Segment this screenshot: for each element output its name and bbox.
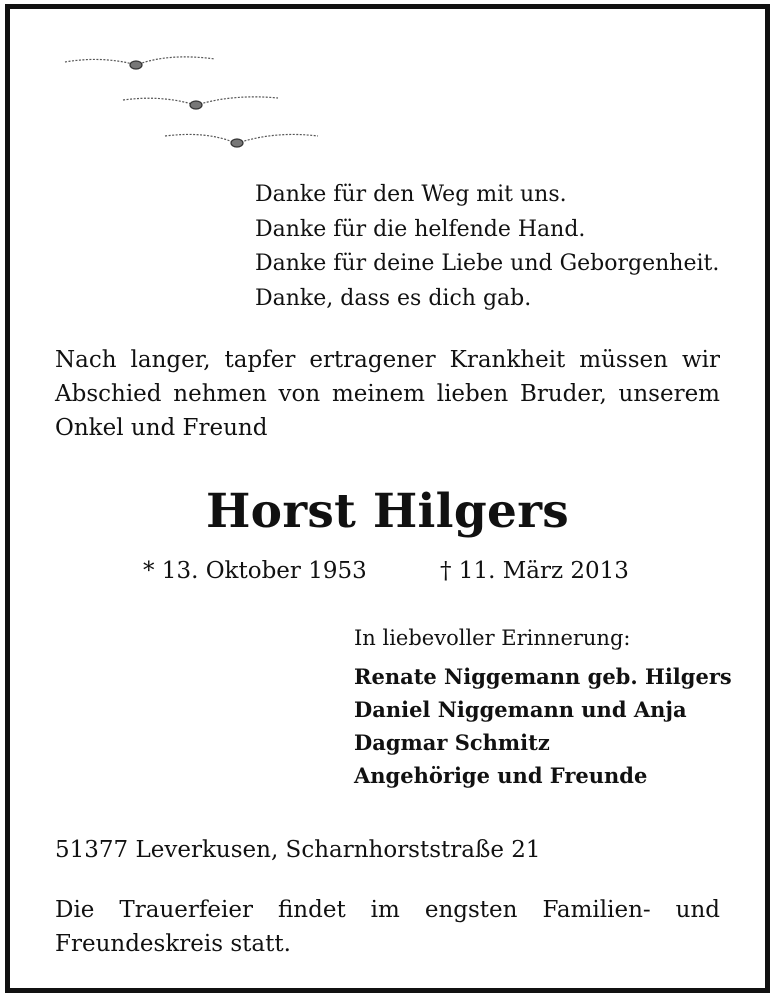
mourner-name: Angehörige und Freunde <box>354 763 648 788</box>
poem-line: Danke für die helfende Hand. <box>255 216 586 242</box>
poem <box>255 178 719 316</box>
mourner-name: Renate Niggemann geb. Hilgers <box>354 664 732 689</box>
bird-icon <box>165 134 318 147</box>
flying-birds-icon <box>55 45 335 160</box>
poem-line: Danke für deine Liebe und Geborgenheit. <box>255 251 720 276</box>
death-date: † 11. März 2013 <box>440 558 629 584</box>
bird-icon <box>65 57 215 69</box>
bird-icon <box>123 97 278 109</box>
memory-label: In liebevoller Erinnerung: <box>354 626 631 650</box>
deceased-name: Horst Hilgers <box>205 484 570 539</box>
intro-text: Nach langer, tapfer ertragener Krankheit müssen wir Abschied nehmen von meinem lieben Bruder, unserem Onkel und Freund <box>55 347 720 441</box>
birth-date: * 13. Oktober 1953 <box>143 558 367 584</box>
poem-line: Danke, dass es dich gab. <box>255 285 532 311</box>
mourner-name: Daniel Niggemann und Anja <box>354 697 687 722</box>
mourners-list <box>354 660 732 792</box>
ceremony-notice: Die Trauerfeier findet im engsten Familien- und Freundeskreis statt. <box>55 897 720 957</box>
address: 51377 Leverkusen, Scharnhorststraße 21 <box>55 837 541 863</box>
poem-line: Danke für den Weg mit uns. <box>255 182 567 207</box>
mourner-name: Dagmar Schmitz <box>354 730 550 755</box>
